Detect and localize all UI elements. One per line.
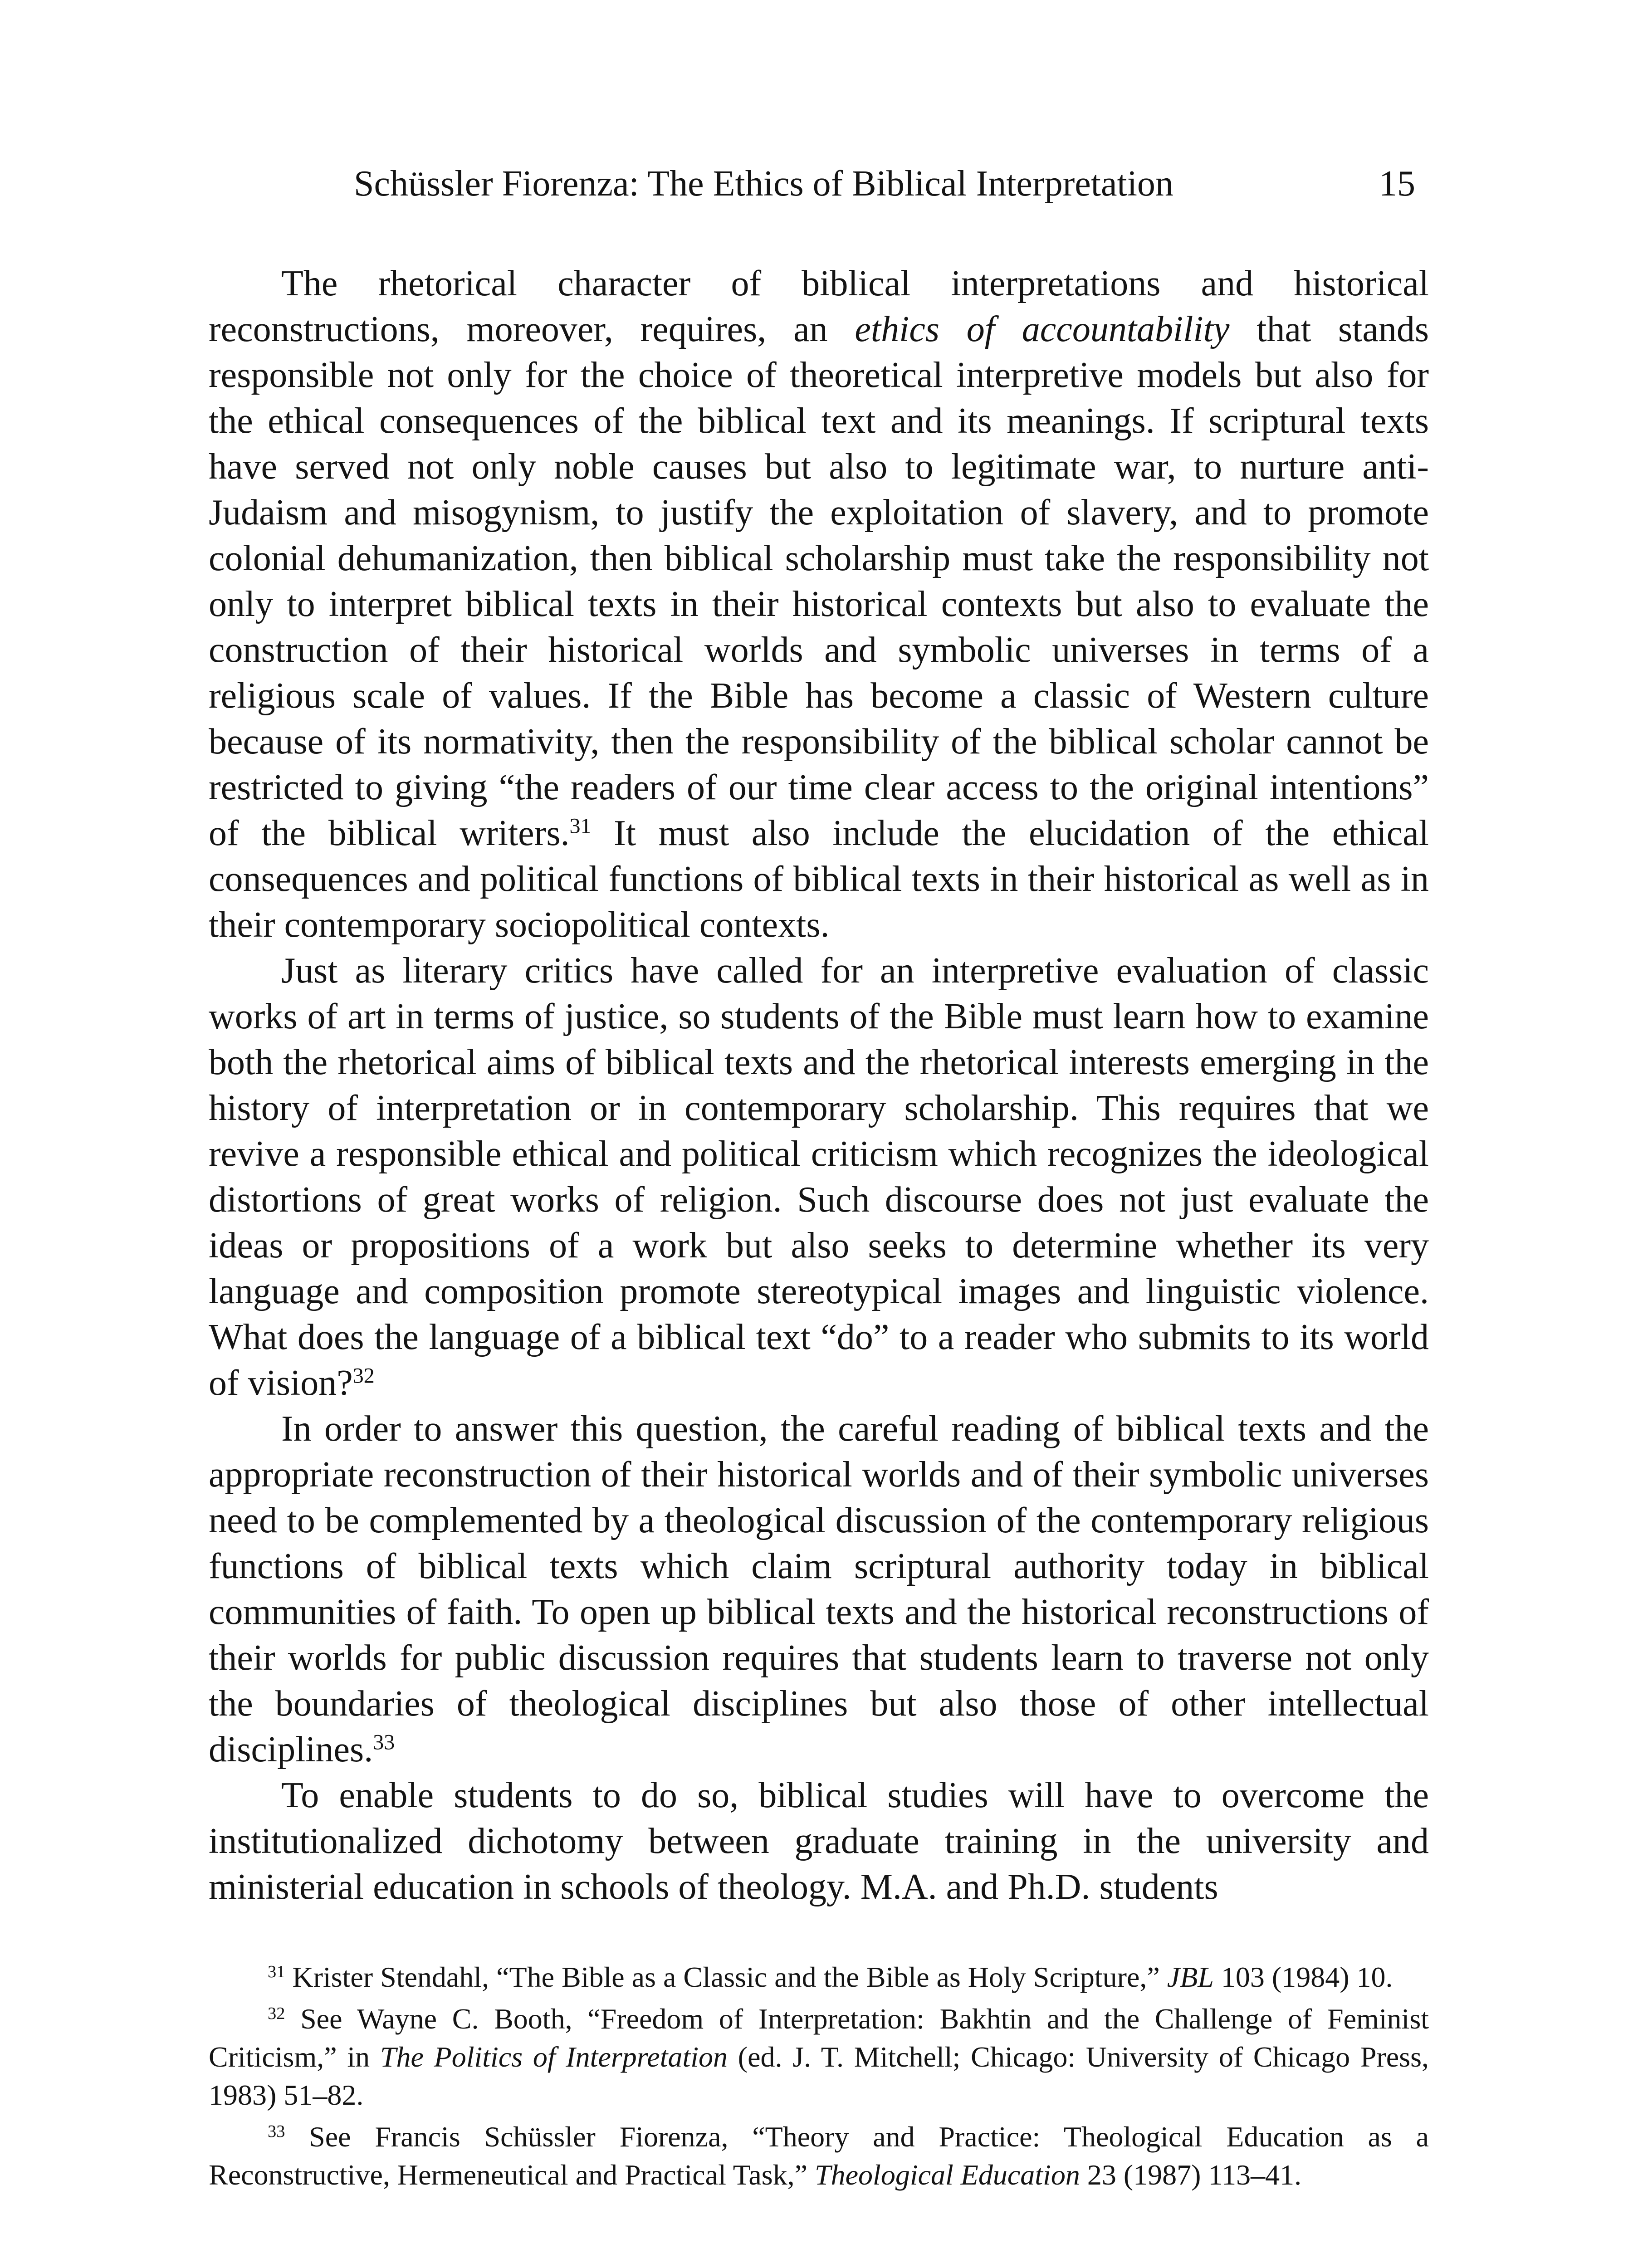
footnote-31 [209, 1958, 1429, 1996]
footnote-reference-32[interactable]: 32 [352, 1364, 375, 1388]
footnotes [209, 1958, 1429, 2194]
paragraph-1 [209, 261, 1429, 948]
paragraph-2 [209, 948, 1429, 1406]
footnote-text-a: See Wayne C. Booth, “Freedom of Interpretation: Bakhtin and the Challenge of Feminist Criticism,” in [209, 2003, 1429, 2073]
footnote-text-b: (ed. J. T. Mitchell; Chicago: University of Chicago Press, 1983) 51–82. [209, 2041, 1429, 2111]
journal-page [209, 161, 1429, 2194]
paragraph-3-text: In order to answer this question, the careful reading of biblical texts and the appropriate reconstruction of their historical worlds and of their symbolic universes need to be complemented by a theological discussion of the contemporary religious functions of biblical texts which claim scriptural authority today in biblical communities of faith. To open up biblical texts and the historical reconstructions of their worlds for public discussion requires that students learn to traverse not only the boundaries of theological disciplines but also those of other intellectual disciplines. [209, 1409, 1429, 1769]
footnote-text-b: 23 (1987) 113–41. [1080, 2159, 1302, 2191]
footnote-text-a: See Francis Schüssler Fiorenza, “Theory and Practice: Theological Education as a Reconstructive, Hermeneutical and Practical Task,” [209, 2121, 1429, 2191]
footnote-book-title: The Politics of Interpretation [380, 2041, 728, 2073]
paragraph-4 [209, 1773, 1429, 1910]
paragraph-4-text: To enable students to do so, biblical studies will have to overcome the institutionalized dichotomy between graduate training in the university and ministerial education in schools of theology. M.A. and Ph.D. students [209, 1775, 1429, 1907]
footnote-reference-33[interactable]: 33 [373, 1730, 395, 1755]
footnote-number: 33 [268, 2121, 285, 2141]
running-header [209, 161, 1429, 206]
paragraph-1-emphasis: ethics of accountability [855, 309, 1230, 349]
footnote-journal-title: Theological Education [815, 2159, 1080, 2191]
footnote-33 [209, 2118, 1429, 2194]
page-number: 15 [1379, 164, 1415, 204]
paragraph-1-text-c: It must also include the elucidation of the ethical consequences and political functions of biblical texts in their historical as well as in their contemporary sociopolitical contexts. [209, 813, 1429, 945]
footnote-32 [209, 2000, 1429, 2114]
running-title: Schüssler Fiorenza: The Ethics of Biblical Interpretation [354, 164, 1173, 204]
footnote-number: 32 [268, 2004, 285, 2023]
body-text [209, 261, 1429, 1910]
paragraph-3 [209, 1406, 1429, 1773]
paragraph-1-text-b: that stands responsible not only for the choice of theoretical interpretive models but also for the ethical consequences of the biblical text and its meanings. If scriptural texts have served not only noble causes but also to legitimate war, to nurture anti-Judaism and misogynism, to justify the exploitation of slavery, and to promote colonial dehumanization, then biblical scholarship must take the responsibility not only to interpret biblical texts in their historical contexts but also to evaluate the construction of their historical worlds and symbolic universes in terms of a religious scale of values. If the Bible has become a classic of Western culture because of its normativity, then the responsibility of the biblical scholar cannot be restricted to giving “the readers of our time clear access to the original intentions” of the biblical writers. [209, 309, 1429, 853]
footnote-journal-title: JBL [1167, 1961, 1214, 1993]
footnote-text-a: Krister Stendahl, “The Bible as a Classic and the Bible as Holy Scripture,” [285, 1961, 1167, 1993]
footnote-text-b: 103 (1984) 10. [1213, 1961, 1393, 1993]
footnote-number: 31 [268, 1962, 285, 1981]
footnote-reference-31[interactable]: 31 [569, 814, 592, 838]
paragraph-2-text: Just as literary critics have called for an interpretive evaluation of classic works of art in terms of justice, so students of the Bible must learn how to examine both the rhetorical aims of biblical texts and the rhetorical interests emerging in the history of interpretation or in contemporary scholarship. This requires that we revive a responsible ethical and political criticism which recognizes the ideological distortions of great works of religion. Such discourse does not just evaluate the ideas or propositions of a work but also seeks to determine whether its very language and composition promote stereotypical images and linguistic violence. What does the language of a biblical text “do” to a reader who submits to its world of vision? [209, 951, 1429, 1403]
paragraph-1-text-a: The rhetorical character of biblical interpretations and historical reconstructions, moreover, requires, an [209, 264, 1429, 349]
